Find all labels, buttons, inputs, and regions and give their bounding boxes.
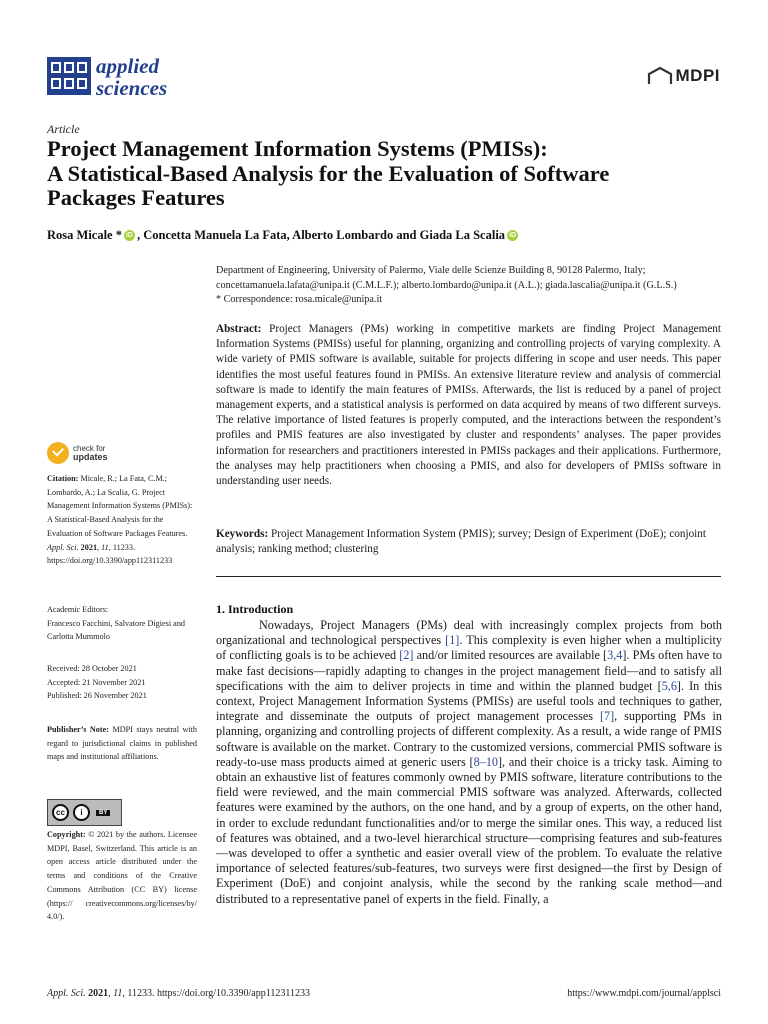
check-updates-icon (47, 442, 69, 464)
academic-editors (47, 603, 197, 644)
orcid-icon[interactable]: iD (125, 232, 133, 239)
abstract-label: Abstract: (216, 323, 262, 335)
publisher-name: MDPI (675, 66, 720, 85)
copyright-label: Copyright: (47, 830, 86, 839)
reference-link[interactable]: 5,6 (661, 678, 677, 693)
citation (47, 472, 197, 568)
date-received: Received: 28 October 2021 (47, 664, 137, 673)
intro-text: ]. In this context, Project Management Information Systems (PMISs) are useful tools and techniques to gather, integrate and disseminate the outputs of project management processes (216, 678, 722, 724)
intro-text: and/or limited resources are available [ (413, 648, 608, 663)
publishers-note (47, 723, 197, 764)
introduction-body (216, 618, 722, 907)
title-line-2: A Statistical-Based Analysis for the Evaluation of Software (47, 160, 610, 186)
reference-link[interactable]: 8–10 (473, 754, 498, 769)
date-accepted: Accepted: 21 November 2021 (47, 677, 146, 687)
reference-link[interactable]: [1] (445, 633, 460, 648)
footer-year: 2021 (85, 988, 109, 999)
article-type: Article (47, 122, 80, 136)
citation-label: Citation: (47, 474, 79, 483)
intro-text: Nowadays, Project Managers (PMs) deal with increasingly complex projects from both organizational and technological perspectives (216, 618, 722, 648)
journal-name (96, 55, 167, 99)
cc-by-license-badge[interactable] (47, 799, 122, 826)
footer-doi[interactable]: , 11233. https://doi.org/10.3390/app112311233 (122, 988, 310, 999)
check-updates-label (73, 444, 108, 462)
journal-name-line1: applied (96, 54, 159, 78)
title-line-3: Packages Features (47, 185, 225, 210)
publisher-logo (647, 66, 721, 86)
citation-year: 2021 (78, 542, 98, 552)
citation-text: Micale, R.; La Fata, C.M.; Lombardo, A.; La Scalia, G. Project Management Information Systems (PMISs): A Statistical-Based Analysis for the Evaluation of Software Packages Features. (47, 474, 193, 538)
citation-volume: , 11 (97, 542, 109, 552)
keywords-label: Keywords: (216, 528, 269, 540)
article-dates (47, 662, 197, 703)
citation-journal: Appl. Sci. (47, 542, 79, 552)
affiliation-emails: concettamanuela.lafata@unipa.it (C.M.L.F.); alberto.lombardo@unipa.it (A.L.); giada.lascalia@unipa.it (G.L.S.) (216, 279, 677, 291)
footer-citation (47, 988, 310, 999)
date-published: Published: 26 November 2021 (47, 691, 147, 701)
journal-logo-icon (47, 57, 91, 95)
check-updates-line2: updates (73, 452, 108, 462)
publishers-note-label: Publisher’s Note: (47, 725, 109, 734)
section-divider (216, 576, 721, 577)
reference-link[interactable]: [7] (599, 709, 615, 724)
reference-link[interactable]: 3,4 (607, 648, 623, 663)
intro-text: , supporting PMs in planning, organizing and controlling projects of different complexity. As a result, a wide range of PMIS software is available on the market. Contrary to the customized versions, commercial PMIS software is ready-to-use mass products aimed at generic users [ (216, 709, 722, 769)
abstract (216, 322, 721, 489)
section-heading: 1. Introduction (216, 602, 294, 616)
footer-volume: , 11 (108, 988, 123, 999)
attribution-icon: i (73, 804, 90, 821)
mdpi-roof-icon (647, 66, 673, 86)
correspondence: * Correspondence: rosa.micale@unipa.it (216, 294, 383, 305)
copyright-text: © 2021 by the authors. Licensee MDPI, Basel, Switzerland. This article is an open access article distributed under the terms and conditions of the Creative Commons Attribution (CC BY) license (https:// creativecommons.org/licenses/by/ 4.0/). (47, 830, 197, 922)
other-authors: , Concetta Manuela La Fata, Alberto Lombardo and Giada La Scalia (136, 228, 506, 242)
cc-by-label: BY (96, 810, 110, 816)
affiliation-line-1: Department of Engineering, University of Palermo, Viale delle Scienze Building 8, 90128 Palermo, Italy; (216, 265, 646, 276)
orcid-icon[interactable]: iD (509, 232, 517, 239)
editors-names: Francesco Facchini, Salvatore Digiesi and Carlotta Mummolo (47, 618, 186, 642)
editors-label: Academic Editors: (47, 605, 109, 614)
keywords (216, 527, 721, 557)
journal-name-line2: sciences (96, 76, 168, 100)
article-title (47, 137, 727, 211)
affiliation (216, 264, 736, 308)
abstract-text: Project Managers (PMs) working in competitive markets are finding Project Management Information Systems (PMISs) useful for planning, organizing and controlling projects of varying complexity. A wide variety of PMIS software is available, suitable for projects differing in scope and user needs. This paper identifies the most useful features found in PMISs. An extensive literature review and analysis of commercial software is made to identify the main features of PMISs. Afterwards, the list is reduced by a panel of project management experts, and a statistical analysis is performed on data acquired by means of two different surveys. The relative importance of listed features is properly computed, and the interactions between the respondent’s profiles and PMIS features are also investigated by cluster and respondents’ analyses. The paper provides information for researchers and practitioners interested in PMISs packages and their applications. Furthermore, the analyses may help practitioners when choosing a PMIS, and also for developers of PMISs software in understanding user needs. (216, 323, 721, 488)
citation-doi[interactable]: , 11233. https://doi.org/10.3390/app112311233 (47, 542, 173, 566)
intro-text: . This complexity is even higher when a multiplicity of conflicting goals is to be achieved (216, 633, 722, 663)
check-updates-line1: check for (73, 444, 106, 453)
footer-journal-url[interactable]: https://www.mdpi.com/journal/applsci (567, 988, 721, 999)
footer-journal: Appl. Sci. (47, 988, 86, 999)
keywords-text: Project Management Information System (PMIS); survey; Design of Experiment (DoE); conjoint analysis; ranking method; clustering (216, 528, 706, 556)
check-for-updates-button[interactable] (47, 442, 108, 464)
author-1: Rosa Micale * (47, 228, 122, 242)
copyright-notice (47, 828, 197, 924)
intro-text: ], and their choice is a tricky task. Aiming to obtain an exhaustive list of features commonly owned by PMIS software, literature contributions to the field were reviewed, and the main commercial PMIS software was analyzed. Afterwards, collected features were examined by the authors, on the one hand, and by a group of experts, on the other hand, in order to exclude redundant functionalities and/or to merge the similar ones. This way, a reduced list of features was obtained, and a two-level hierarchical structure—comprising features and sub-features—was developed to offer a synthetic and easier overall view of the problem. To evaluate the relative importance of selected features/sub-features, two surveys were first designed—the first by Design of Experiment (DoE) and conjoint analysis, while the second by the ranking scale method—and distributed to a representative panel of experts in the field. Finally, a (216, 754, 723, 906)
title-line-1: Project Management Information Systems (PMISs): (47, 136, 548, 161)
author-list (47, 228, 520, 243)
reference-link[interactable]: [2] (399, 648, 414, 663)
creative-commons-icon: cc (52, 804, 69, 821)
intro-text: ]. PMs often have to make fast decisions—rapidly adapting to changes in the project management field—and to satisfy all specifications with the aim to deliver projects in time and within the planned budget [ (216, 648, 722, 693)
publishers-note-text: MDPI stays neutral with regard to jurisdictional claims in published maps and institutional affiliations. (47, 725, 197, 762)
